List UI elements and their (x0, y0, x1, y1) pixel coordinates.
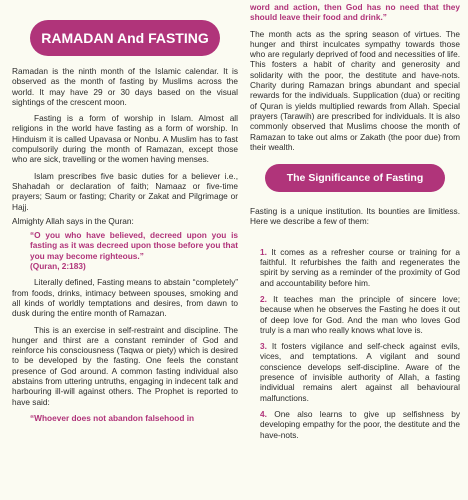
discipline-paragraph: This is an exercise in self-restraint and discipline. The hunger and thirst are a constant reminder of God and reinforce his consciousness (Taqwa or piety) which is desired to be developed by the fasting. One feels the constant presence of God around. A common fasting individual also abstains from uttering untruths, engaging in indecent talk and harbouring ill-will against others. The Prophet is reported to have said: (12, 324, 238, 407)
quran-reference: (Quran, 2:183) (30, 261, 86, 272)
quran-quote-block (12, 230, 238, 271)
list-item-text: It teaches man the principle of sincere love; because when he observes the Fasting he does it out of deep love for God. And the man who loves God truly is a man who really knows what love is. (260, 293, 460, 335)
right-column (250, 0, 460, 440)
definition-paragraph: Literally defined, Fasting means to abstain “completely” from foods, drinks, intimacy between spouses, smoking and all kinds of worldly temptations and desires, from dawn to dusk during the entire month of Ramazan. (12, 277, 238, 319)
list-item (250, 247, 460, 288)
list-item-number: 1. (260, 246, 267, 257)
list-item-number: 3. (260, 341, 267, 352)
quran-intro: Almighty Allah says in the Quran: (12, 215, 134, 226)
prophet-quote-start: “Whoever does not abandon falsehood in (30, 412, 195, 423)
list-item-number: 4. (260, 408, 267, 419)
list-item-number: 2. (260, 293, 267, 304)
list-item-text: One also learns to give up selfishness by developing empathy for the poor, the destitute and the have-nots. (260, 408, 461, 440)
worship-paragraph: Fasting is a form of worship in Islam. Almost all religions in the world have fasting as a form of worship. In Hinduism it is called Upavasa or Nonbu. A Muslim has to fast compulsorily during the month of Ramazan, except those who are sick, travelling or the women having menses. (12, 113, 238, 165)
left-column (12, 0, 238, 423)
list-item (250, 294, 460, 335)
list-item (250, 341, 460, 403)
page-title: RAMADAN And FASTING (30, 20, 220, 56)
significance-list (250, 247, 460, 440)
virtues-paragraph: The month acts as the spring season of virtues. The hunger and thirst inculcates sympathy towards those who are regularly deprived of food and necessities of life. This fosters a habit of charity and generosity and solidarity with the poor, the destitute and have-nots. Charity during Ramazan brings abundant and special rewards for the individuals. Supplication (dua) or reciting of Quran is yields multiplied rewards from Allah. Special prayers (Tarawih) are prescribed for individuals. It is also commonly observed that Muslims choose the month of Ramazan to take out alms or Zakath (the poor due) from their wealth. (250, 28, 460, 152)
section-title: The Significance of Fasting (265, 164, 445, 192)
significance-intro: Fasting is a unique institution. Its bounties are limitless. Here we describe a few of them: (250, 206, 460, 227)
list-item-text: It comes as a refresher course or training for a faithful. It refurbishes the faith and regenerates the spirit by serving as a reminder of the proximity of God and accountability before him. (260, 246, 460, 288)
quran-quote: “O you who have believed, decreed upon you is fasting as it was decreed upon those before you that you may become righteous.” (30, 230, 238, 261)
prophet-quote-end: word and action, then God has no need that they should leave their food and drink.” (250, 2, 460, 23)
duties-paragraph: Islam prescribes five basic duties for a believer i.e., Shahadah or declaration of faith; Namaaz or five-time prayers; Saum or fasting; Charity or Zakat and Pilgrimage or Hajj. (12, 170, 238, 212)
list-item (250, 409, 460, 440)
list-item-text: It fosters vigilance and self-check against evils, vices, and temptations. A vigilant and sound conscience develops self-discipline. Aware of the presence of invisible authority of Allah, a fasting individual remains alert against all behavioural malfunctions. (260, 341, 460, 403)
intro-paragraph: Ramadan is the ninth month of the Islamic calendar. It is observed as the month of fasting by Muslims across the world. It may have 29 or 30 days based on the visual sightings of the crescent moon. (12, 66, 238, 107)
